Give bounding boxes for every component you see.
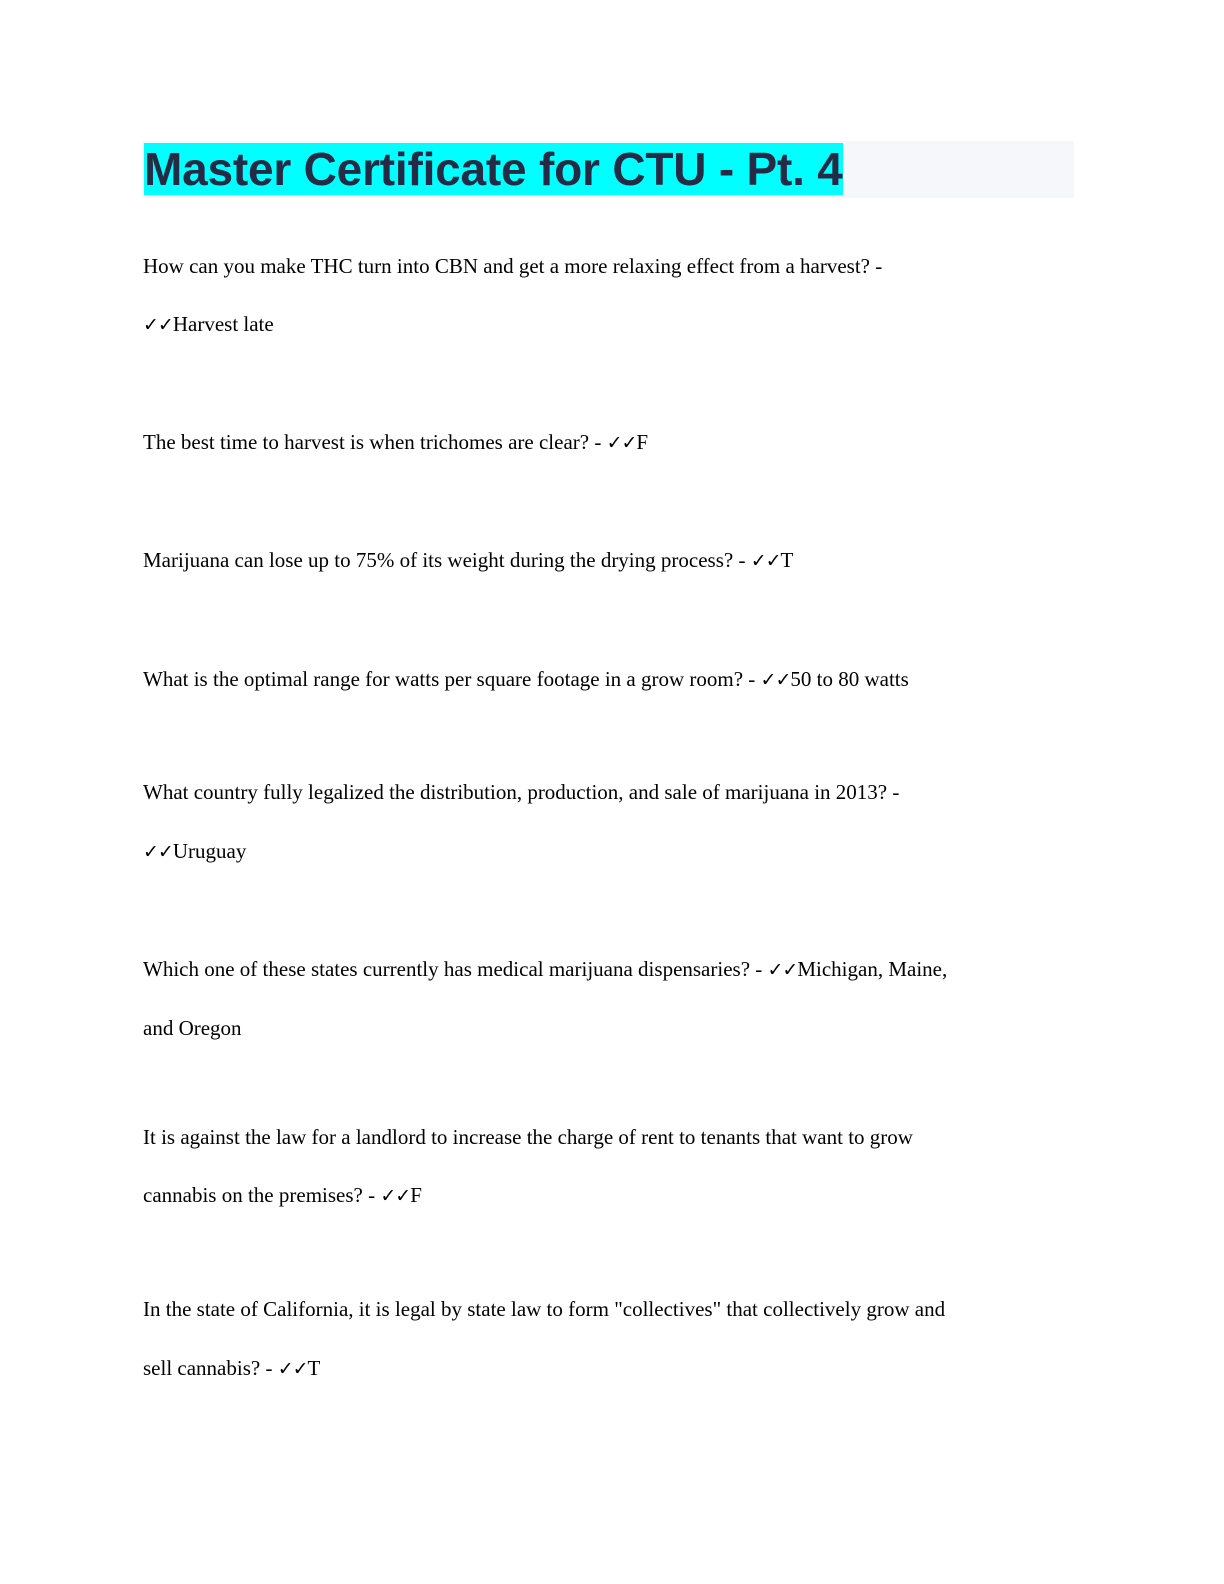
question-4	[143, 665, 909, 694]
question-7-continued	[143, 1181, 422, 1210]
double-check-icon: ✓✓	[380, 1185, 411, 1207]
double-check-icon: ✓✓	[606, 432, 637, 454]
answer-text: Michigan, Maine,	[797, 957, 948, 981]
double-check-icon: ✓✓	[143, 841, 173, 863]
question-8-continued	[143, 1354, 320, 1383]
title-highlight: Master Certificate for CTU - Pt. 4	[144, 143, 843, 195]
double-check-icon: ✓✓	[760, 669, 791, 691]
question-text: Marijuana can lose up to 75% of its weight during the drying process? -	[143, 548, 746, 572]
question-8: In the state of California, it is legal by state law to form "collectives" that collectively grow and	[143, 1297, 946, 1321]
answer-text: Harvest late	[172, 312, 274, 336]
answer-text: T	[307, 1356, 321, 1380]
double-check-icon: ✓✓	[277, 1358, 308, 1380]
answer-1	[143, 310, 274, 339]
answer-text: 50 to 80 watts	[790, 667, 909, 691]
answer-text: Uruguay	[172, 839, 247, 863]
question-text: The best time to harvest is when trichomes are clear? -	[143, 430, 602, 454]
question-text: Which one of these states currently has medical marijuana dispensaries? -	[143, 957, 763, 981]
document-title	[142, 141, 846, 198]
answer-6-continued: and Oregon	[143, 1016, 242, 1040]
double-check-icon: ✓✓	[750, 550, 781, 572]
question-5: What country fully legalized the distribution, production, and sale of marijuana in 2013? -	[143, 780, 900, 804]
question-2	[143, 428, 648, 457]
double-check-icon: ✓✓	[143, 314, 173, 336]
answer-text: F	[636, 430, 649, 454]
question-3	[143, 546, 793, 575]
question-text: What is the optimal range for watts per square footage in a grow room? -	[143, 667, 756, 691]
answer-5	[143, 837, 246, 866]
question-7: It is against the law for a landlord to increase the charge of rent to tenants that want to grow	[143, 1125, 913, 1149]
question-text: sell cannabis? -	[143, 1356, 273, 1380]
double-check-icon: ✓✓	[767, 959, 798, 981]
question-text: cannabis on the premises? -	[143, 1183, 376, 1207]
answer-text: T	[780, 548, 794, 572]
question-6	[143, 955, 947, 984]
answer-text: F	[410, 1183, 422, 1207]
question-1: How can you make THC turn into CBN and get a more relaxing effect from a harvest? -	[143, 254, 883, 278]
